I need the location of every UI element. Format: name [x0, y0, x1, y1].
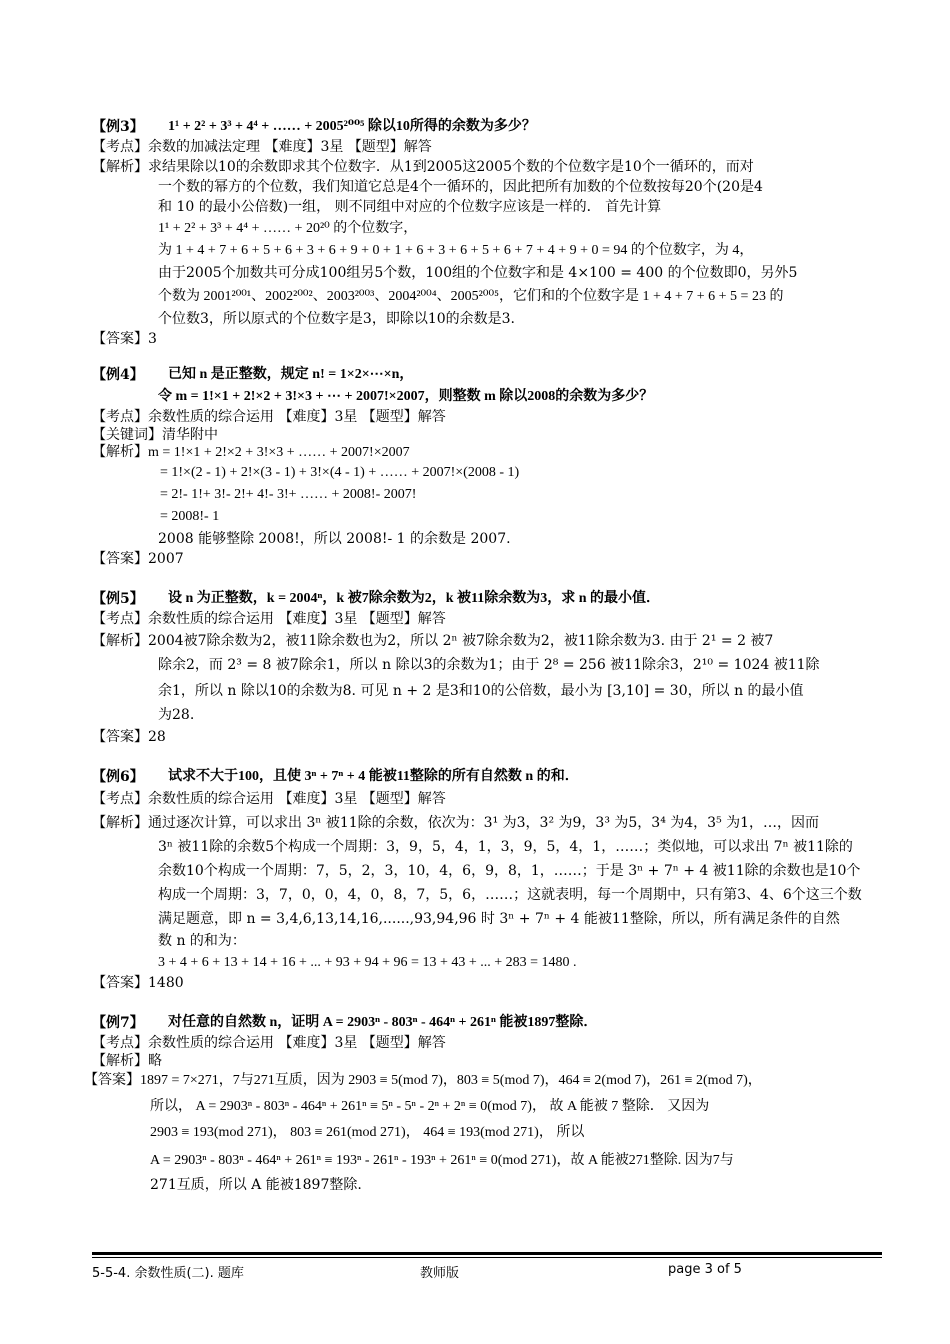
jiexi-line: 【解析】求结果除以10的余数即求其个位数字．从1到2005这2005个数的个位数字是10个一循环的，而对 [92, 159, 754, 175]
question-text: 令 m = 1!×1 + 2!×2 + 3!×3 + ⋯ + 2007!×2007，则整数 m 除以2008的余数为多少？ [158, 389, 654, 404]
kaodian-line: 【考点】余数性质的综合运用 【难度】3星 【题型】解答 [92, 1035, 446, 1051]
answer-line: 【答案】1480 [92, 975, 184, 991]
question-text: 已知 n 是正整数，规定 n! = 1×2×⋯×n， [168, 367, 414, 382]
jiexi-line: 余数10个构成一个周期：7，5，2，3，10，4，6，9，8，1，……；于是 3ⁿ + 7ⁿ + 4 被11除的余数也是10个 [158, 863, 861, 879]
jiexi-line: 除余2，而 2³ = 8 被7除余1，所以 n 除以3的余数为1；由于 2⁸ = 256 被11除余3，2¹⁰ = 1024 被11除 [158, 657, 820, 673]
example-label: 【例3】 [92, 119, 144, 135]
footer-rule [92, 1252, 882, 1255]
footer-left: 5-5-4. 余数性质(二). 题库 [92, 1266, 244, 1281]
example-label: 【例4】 [92, 367, 144, 383]
jiexi-line: 【解析】m = 1!×1 + 2!×2 + 3!×3 + …… + 2007!×2007 [92, 445, 410, 460]
answer-line: 【答案】28 [92, 729, 166, 745]
answer-line: 2903 ≡ 193(mod 271)， 803 ≡ 261(mod 271)， 464 ≡ 193(mod 271)， 所以 [150, 1125, 585, 1140]
answer-line: A = 2903ⁿ - 803ⁿ - 464ⁿ + 261ⁿ ≡ 193ⁿ - 261ⁿ - 193ⁿ + 261ⁿ ≡ 0(mod 271)，故 A 能被271整除. 因为7与 [150, 1153, 734, 1168]
jiexi-line: 3 + 4 + 6 + 13 + 14 + 16 + ... + 93 + 94 + 96 = 13 + 43 + ... + 283 = 1480 . [158, 955, 577, 970]
jiexi-line: 和 10 的最小公倍数)一组， 则不同组中对应的个位数字应该是一样的． 首先计算 [158, 199, 662, 215]
example-label: 【例7】 [92, 1015, 144, 1031]
answer-line: 【答案】2007 [92, 551, 184, 567]
question-text: 设 n 为正整数，k = 2004ⁿ，k 被7除余数为2，k 被11除余数为3，求 n 的最小值． [168, 591, 661, 606]
jiexi-line: 1¹ + 2² + 3³ + 4⁴ + …… + 20²⁰ 的个位数字， [158, 221, 418, 236]
answer-line: 【答案】1897 = 7×271，7与271互质，因为 2903 ≡ 5(mod 7)，803 ≡ 5(mod 7)，464 ≡ 2(mod 7)，261 ≡ 2(mod 7)， [84, 1073, 762, 1088]
jiexi-line: 为 1 + 4 + 7 + 6 + 5 + 6 + 3 + 6 + 9 + 0 + 1 + 6 + 3 + 6 + 5 + 6 + 7 + 4 + 9 + 0 = 94 的个位数字，为 4， [158, 243, 754, 258]
jiexi-line: 由于2005个加数共可分成100组另5个数，100组的个位数字和是 4×100 = 400 的个位数即0，另外5 [158, 265, 798, 281]
jiexi-line: 【解析】2004被7除余数为2，被11除余数也为2，所以 2ⁿ 被7除余数为2，被11除余数为3. 由于 2¹ = 2 被7 [92, 633, 774, 649]
kaodian-line: 【考点】余数的加减法定理 【难度】3星 【题型】解答 [92, 139, 432, 155]
example-label: 【例5】 [92, 591, 144, 607]
footer-rule [92, 1257, 882, 1258]
example-label: 【例6】 [92, 769, 144, 785]
jiexi-line: = 2008!- 1 [160, 509, 220, 524]
jiexi-line: 数 n 的和为： [158, 933, 246, 949]
keyword-line: 【关键词】清华附中 [92, 427, 218, 443]
kaodian-line: 【考点】余数性质的综合运用 【难度】3星 【题型】解答 [92, 611, 446, 627]
jiexi-line: = 1!×(2 - 1) + 2!×(3 - 1) + 3!×(4 - 1) + …… + 2007!×(2008 - 1) [160, 465, 520, 480]
jiexi-line: 个位数3，所以原式的个位数字是3，即除以10的余数是3. [158, 311, 515, 327]
answer-line: 271互质，所以 A 能被1897整除. [150, 1177, 362, 1193]
jiexi-line: = 2!- 1!+ 3!- 2!+ 4!- 3!+ …… + 2008!- 2007! [160, 487, 417, 502]
jiexi-line: 【解析】略 [92, 1053, 162, 1069]
jiexi-line: 余1，所以 n 除以10的余数为8. 可见 n + 2 是3和10的公倍数，最小为 [3,10] = 30，所以 n 的最小值 [158, 683, 804, 699]
question-text: 试求不大于100，且使 3ⁿ + 7ⁿ + 4 能被11整除的所有自然数 n 的和． [168, 769, 579, 784]
question-text: 1¹ + 2² + 3³ + 4⁴ + …… + 2005²⁰⁰⁵ 除以10所得的余数为多少？ [168, 119, 536, 134]
jiexi-line: 个数为 2001²⁰⁰¹、2002²⁰⁰²、2003²⁰⁰³、2004²⁰⁰⁴、2005²⁰⁰⁵，它们和的个位数字是 1 + 4 + 7 + 6 + 5 = 23 的 [158, 289, 784, 304]
footer-page-number: page 3 of 5 [668, 1262, 742, 1277]
footer-center: 教师版 [420, 1266, 460, 1281]
jiexi-line: 一个数的幂方的个位数，我们知道它总是4个一循环的，因此把所有加数的个位数按每20个(20是4 [158, 179, 763, 195]
jiexi-line: 3ⁿ 被11除的余数5个构成一个周期：3，9，5，4，1，3，9，5，4，1，……；类似地，可以求出 7ⁿ 被11除的 [158, 839, 853, 855]
jiexi-line: 【解析】通过逐次计算，可以求出 3ⁿ 被11除的余数，依次为：3¹ 为3，3² 为9，3³ 为5，3⁴ 为4，3⁵ 为1，…，因而 [92, 815, 820, 831]
question-text: 对任意的自然数 n，证明 A = 2903ⁿ - 803ⁿ - 464ⁿ + 261ⁿ 能被1897整除． [168, 1015, 598, 1030]
answer-line: 【答案】3 [92, 331, 157, 347]
jiexi-line: 2008 能够整除 2008!，所以 2008!- 1 的余数是 2007. [158, 531, 511, 547]
kaodian-line: 【考点】余数性质的综合运用 【难度】3星 【题型】解答 [92, 791, 446, 807]
jiexi-line: 构成一个周期：3，7，0，0，4，0，8，7，5，6，……；这就表明，每一个周期中，只有第3、4、6个这三个数 [158, 887, 862, 903]
jiexi-line: 满足题意，即 n = 3,4,6,13,14,16,......,93,94,96 时 3ⁿ + 7ⁿ + 4 能被11整除，所以，所有满足条件的自然 [158, 911, 840, 927]
kaodian-line: 【考点】余数性质的综合运用 【难度】3星 【题型】解答 [92, 409, 446, 425]
answer-line: 所以， A = 2903ⁿ - 803ⁿ - 464ⁿ + 261ⁿ ≡ 5ⁿ - 5ⁿ - 2ⁿ + 2ⁿ ≡ 0(mod 7)， 故 A 能被 7 整除． 又因为 [150, 1099, 710, 1114]
jiexi-line: 为28. [158, 707, 195, 723]
